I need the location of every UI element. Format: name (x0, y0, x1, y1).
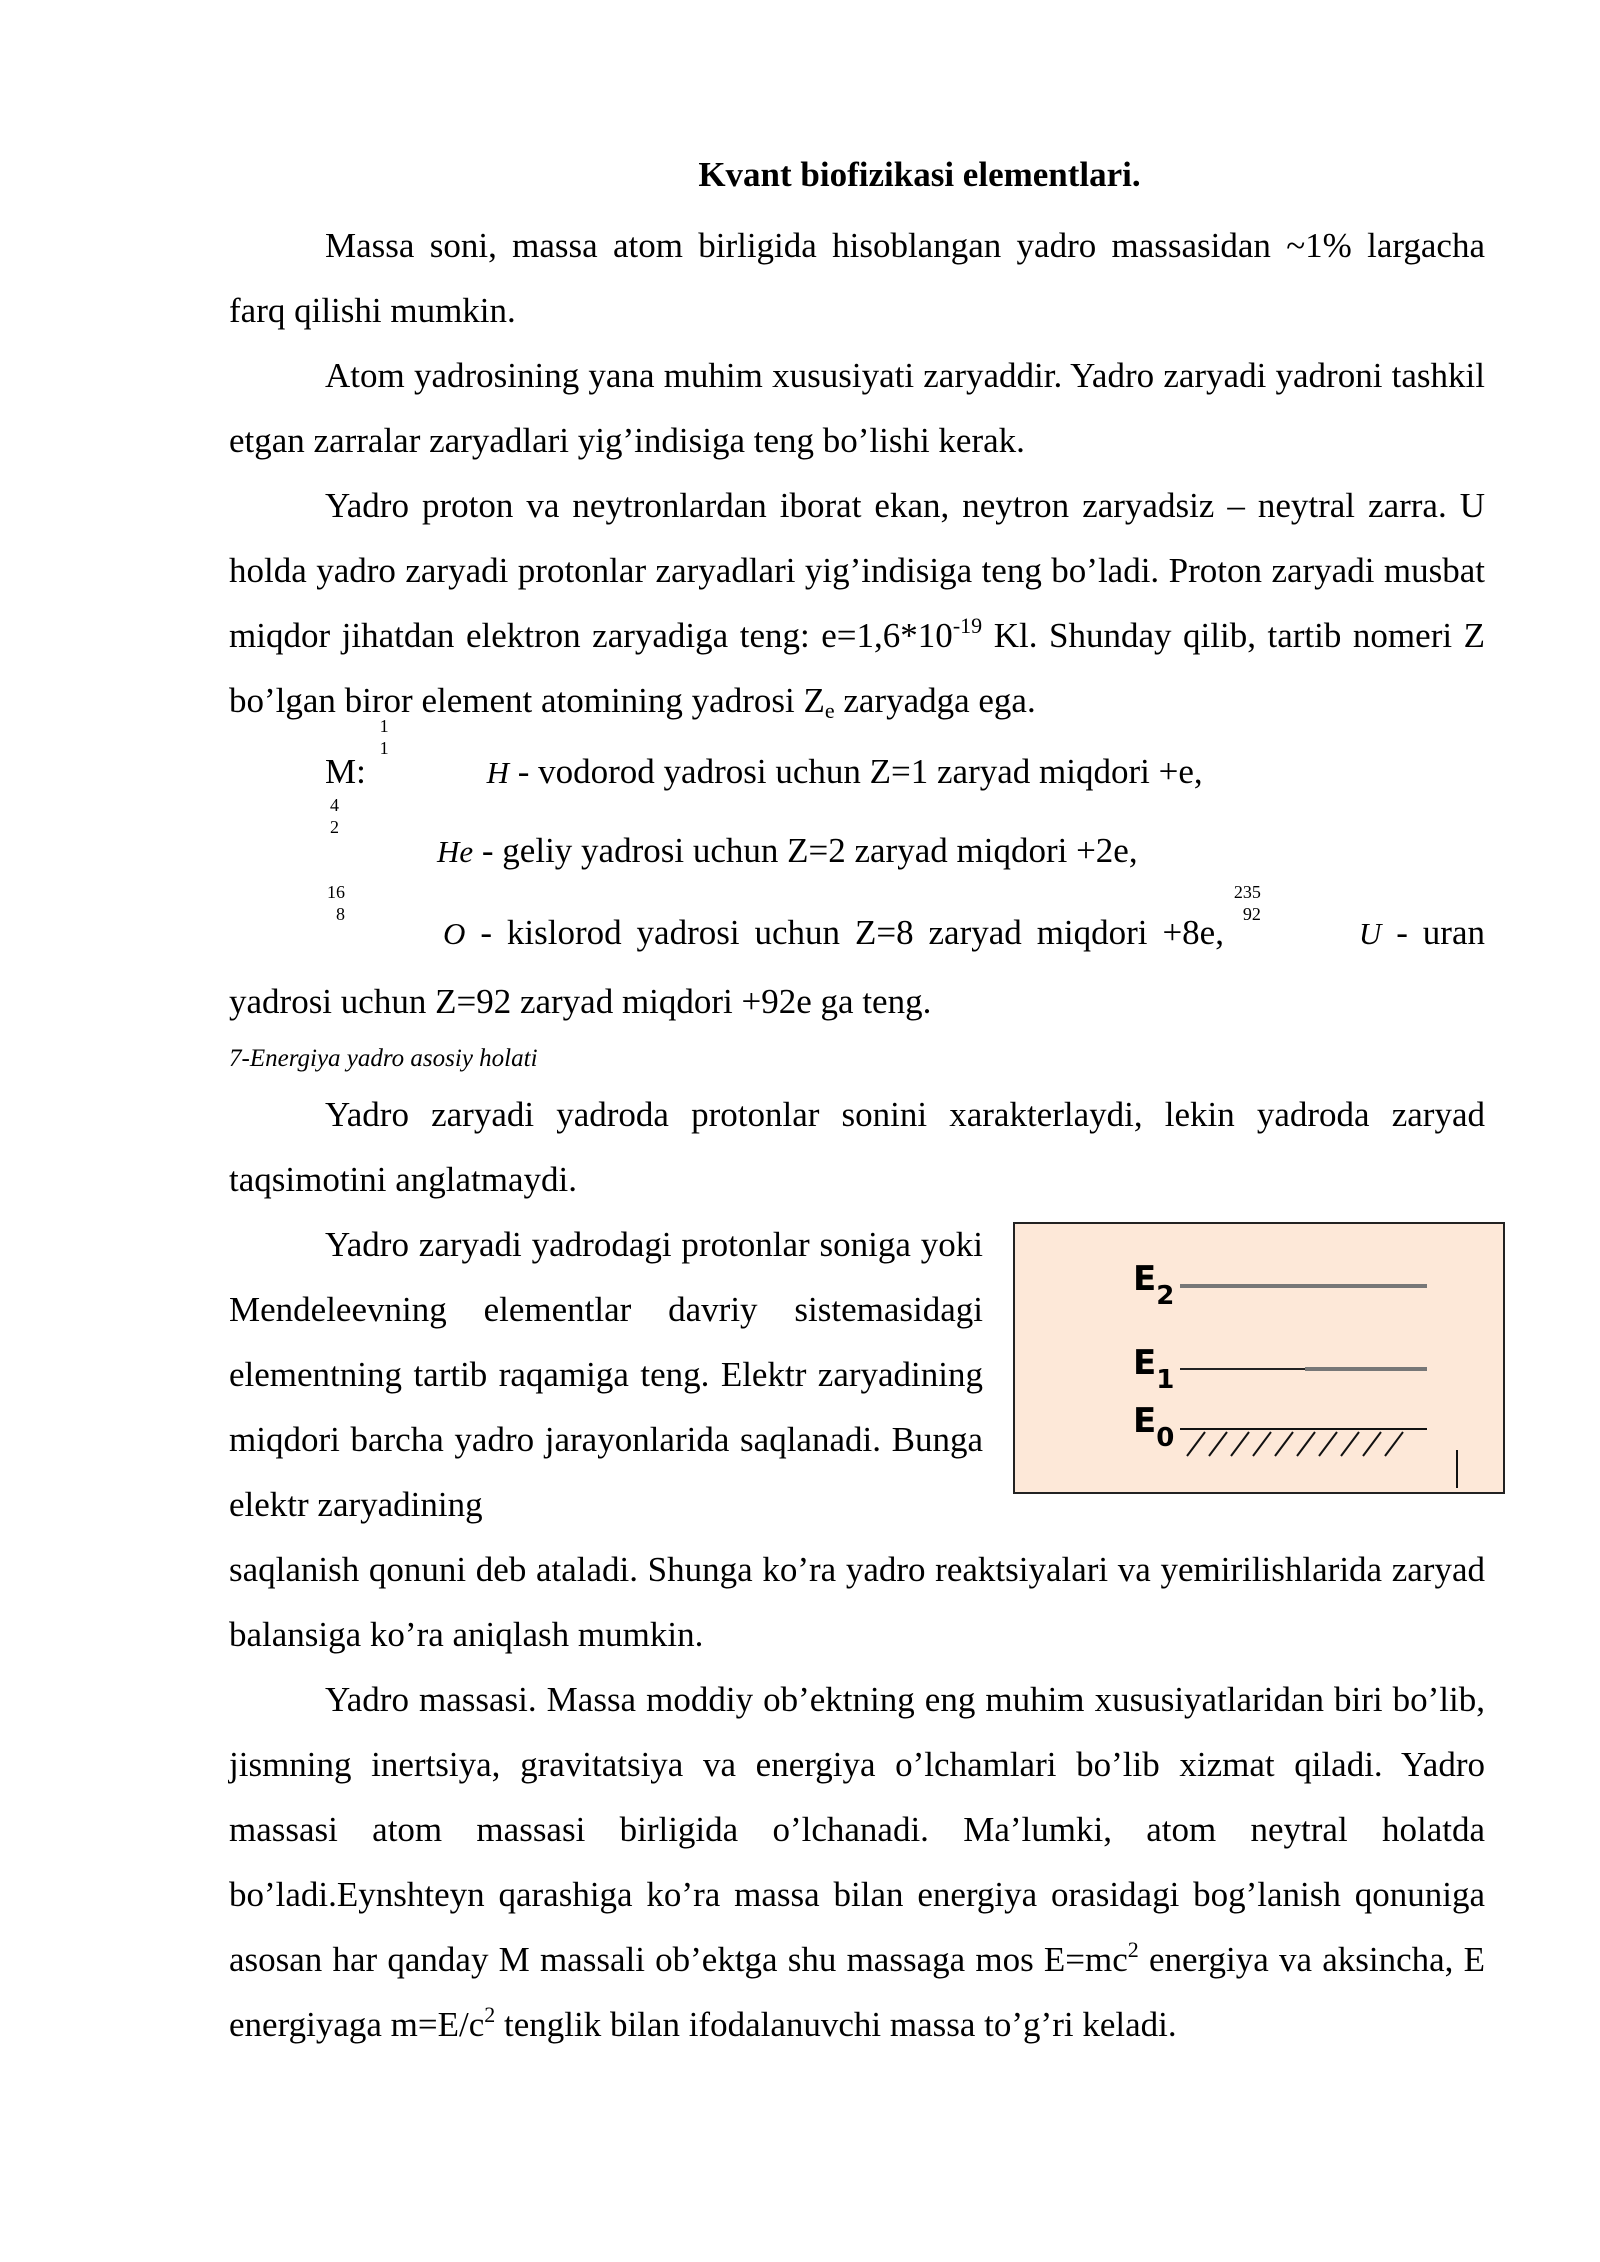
level-letter: E (1133, 1259, 1157, 1299)
paragraph-nucleus-charge: Atom yadrosining yana muhim xususiyati zaryaddir. Yadro zaryadi yadroni tashkil etgan zarralar zaryadlari yig’indisiga teng bo’lishi kerak. (229, 356, 1485, 460)
paragraph-proton-charge (229, 473, 1485, 736)
level-letter: E (1133, 1401, 1157, 1441)
level-index: 1 (1156, 1365, 1175, 1395)
mass-number: 1 (379, 716, 389, 736)
paragraph-charge-distribution: Yadro zaryadi yadroda protonlar sonini xarakterlaydi, lekin yadroda zaryad taqsimotini anglatmaydi. (229, 1095, 1485, 1199)
paragraph-charge-conservation: Yadro zaryadi yadrodagi protonlar soniga yoki Mendeleevning elementlar davriy sistemasidagi elementning tartib raqamiga teng. Elektr zaryadining miqdori barcha yadro jarayonlarida saqlanadi. Bunga elektr zaryadining (229, 1225, 983, 1524)
figure-caption: 7-Energiya yadro asosiy holati (229, 1045, 538, 1072)
document-page (229, 150, 1485, 2057)
paragraph-nucleus-mass (229, 1667, 1485, 2057)
ground-hatching (1187, 1432, 1403, 1456)
level-letter: E (1133, 1343, 1157, 1383)
atomic-number: 2 (330, 817, 339, 837)
page-title: Kvant biofizikasi elementlari. (698, 155, 1141, 194)
line-hydrogen (229, 716, 1485, 815)
oxygen-description: - kislorod yadrosi uchun Z=8 zaryad miqdori +8e, (465, 913, 1239, 952)
exponent: 2 (1127, 1937, 1139, 1962)
element-symbol: H (486, 755, 509, 790)
hydrogen-description: - vodorod yadrosi uchun Z=1 zaryad miqdori +e, (509, 752, 1203, 791)
mass-number: 16 (327, 882, 345, 902)
energy-level-diagram (1013, 1222, 1505, 1494)
exponent: -19 (952, 613, 983, 638)
level-label-e1 (1133, 1343, 1174, 1395)
text-segment: Yadro proton va neytronlardan iborat ekan, neytron zaryadsiz – neytral zarra. U holda yadro zaryadi protonlar zaryadlari yig’indisiga teng bo’ladi. Proton zaryadi musbat miqdor jihatdan elektron zaryadiga teng: e=1,6*10 (229, 486, 1485, 655)
m-prefix: M: (325, 752, 375, 791)
element-symbol: O (443, 916, 466, 951)
exponent: 2 (484, 2002, 496, 2027)
text-segment: Yadro massasi. Massa moddiy ob’ektning eng muhim xususiyatlaridan biri bo’lib, jismning inertsiya, gravitatsiya va energiya o’lchamlari bo’lib xizmat qiladi. Yadro massasi atom massasi birligida o’lchanadi. Ma’lumki, atom neytral holatda bo’ladi.Eynshteyn qarashiga ko’ra massa bilan energiya orasidagi bog’lanish qonuniga asosan har qanday M massali ob’ektga shu massaga mos E=mc (229, 1680, 1485, 1979)
oxygen-symbol (327, 882, 466, 968)
mass-number: 235 (1233, 882, 1261, 902)
text-segment: zaryadga ega. (834, 681, 1036, 720)
line-helium (229, 795, 1485, 891)
paragraph-conservation-law: saqlanish qonuni deb ataladi. Shunga ko’ra yadro reaktsiyalari va yemirilishlarida zaryad balansiga ko’ra aniqlash mumkin. (229, 1550, 1485, 1654)
atomic-number: 1 (379, 738, 389, 758)
element-symbol: U (1358, 916, 1382, 951)
helium-description: - geliy yadrosi uchun Z=2 zaryad miqdori +2e, (473, 831, 1138, 870)
line-oxygen-uranium (229, 882, 1485, 1036)
element-symbol: He (437, 834, 474, 869)
helium-symbol (330, 795, 474, 891)
level-label-e0 (1133, 1401, 1174, 1453)
atomic-number: 8 (336, 904, 345, 924)
level-index: 0 (1156, 1423, 1175, 1453)
uranium-description: - uran yadrosi uchun Z=92 zaryad miqdori +92e ga teng. (229, 913, 1485, 1021)
paragraph-mass-number: Massa soni, massa atom birligida hisoblangan yadro massasidan ~1% largacha farq qilishi mumkin. (229, 226, 1485, 330)
energy-level-svg (1015, 1224, 1507, 1496)
text-segment: tenglik bilan ifodalanuvchi massa to’g’ri keladi. (495, 2005, 1177, 2044)
subscript: e (824, 698, 835, 723)
level-label-e2 (1133, 1259, 1174, 1311)
text-segment: energiya va aksincha, E energiyaga m=E/c (229, 1940, 1485, 2044)
atomic-number: 92 (1242, 904, 1261, 924)
hydrogen-symbol (379, 716, 509, 812)
text-segment: Kl. Shunday qilib, tartib nomeri Z bo’lgan biror element atomining yadrosi Z (229, 616, 1485, 720)
figure-row (229, 1212, 1485, 1537)
level-index: 2 (1156, 1281, 1175, 1311)
mass-number: 4 (330, 795, 339, 815)
uranium-symbol (1233, 882, 1382, 968)
